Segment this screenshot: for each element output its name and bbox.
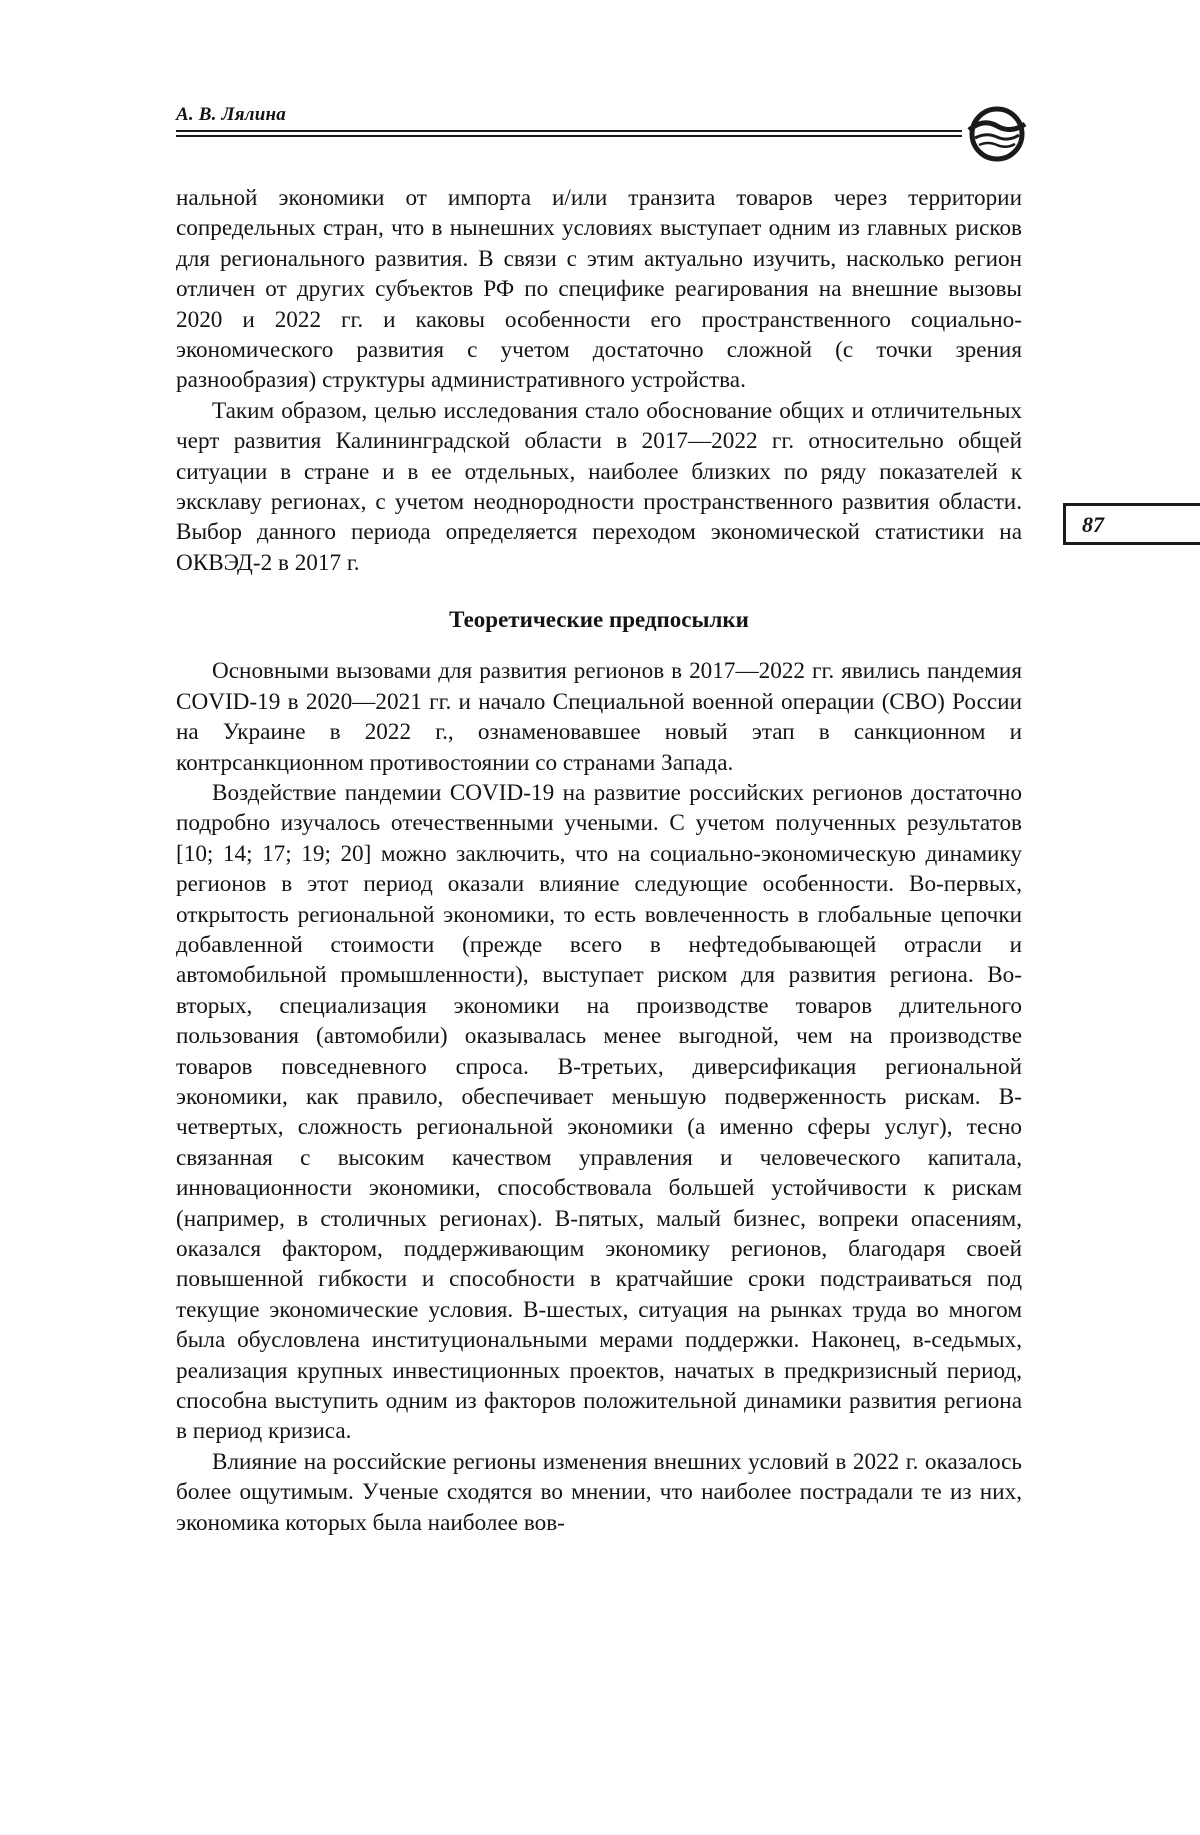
header-rule [176,135,962,137]
paragraph: Воздействие пандемии COVID-19 на развитие российских регионов достаточно подробно изучалось отечественными учеными. С учетом полученных результатов [10; 14; 17; 19; 20] можно заключить, что на социально-экономическую динамику регионов в этот период оказали влияние следующие особенности. Во-первых, открытость региональной экономики, то есть вовлеченность в глобальные цепочки добавленной стоимости (прежде всего в нефтедобывающей отрасли и автомобильной промышленности), выступает риском для развития региона. Во-вторых, специализация экономики на производстве товаров длительного пользования (автомобили) оказывалась менее выгодной, чем на производстве товаров повседневного спроса. В-третьих, диверсификация региональной экономики, как правило, обеспечивает меньшую подверженность рискам. В-четвертых, сложность региональной экономики (а именно сферы услуг), тесно связанная с высоким качеством управления и человеческого капитала, инновационности экономики, способствовала большей устойчивости к рискам (например, в столичных регионах). В-пятых, малый бизнес, вопреки опасениям, оказался фактором, поддерживающим экономику регионов, благодаря своей повышенной гибкости и способности в кратчайшие сроки подстраиваться под текущие экономические условия. В-шестых, ситуация на рынках труда во многом была обусловлена институциональными мерами поддержки. Наконец, в-седьмых, реализация крупных инвестиционных проектов, начатых в предкризисный период, способна выступить одним из факторов положительной динамики развития региона в период кризиса. [176,779,1022,1445]
paragraph: Таким образом, целью исследования стало обоснование общих и отличительных черт развития Калининградской области в 2017—2022 гг. относительно общей ситуации в стране и в ее отдельных, наиболее близких по ряду показателей к эксклаву регионах, с учетом неоднородности пространственного развития области. Выбор данного периода определяется переходом экономической статистики на ОКВЭД-2 в 2017 г. [176,397,1022,576]
page-number-tab [1063,503,1200,545]
paragraph: Основными вызовами для развития регионов в 2017—2022 гг. явились пандемия COVID-19 в 2020—2021 гг. и начало Специальной военной операции (СВО) России на Украине в 2022 г., ознаменовавшее новый этап в санкционном и контрсанкционном противостоянии со странами Запада. [176,658,1022,776]
running-head-author: А. В. Лялина [176,104,286,125]
paragraph: нальной экономики от импорта и/или транзита товаров через территории сопредельных стран, что в нынешних условиях выступает одним из главных рисков для регионального развития. В связи с этим актуально изучить, насколько регион отличен от других субъектов РФ по специфике реагирования на внешние вызовы 2020 и 2022 гг. и каковы особенности его пространственного социально-экономического развития с учетом достаточно сложной (с точки зрения разнообразия) структуры административного устройства. [176,185,1022,394]
journal-logo-icon [966,104,1028,164]
paragraph: Влияние на российские регионы изменения внешних условий в 2022 г. оказалось более ощутимым. Ученые сходятся во мнении, что наиболее пострадали те из них, экономика которых была наиболее вов- [176,1448,1022,1536]
page-number: 87 [1082,512,1104,537]
article-body [176,183,1022,1538]
section-heading: Теоретические предпосылки [449,607,749,633]
header-rule [176,130,962,132]
